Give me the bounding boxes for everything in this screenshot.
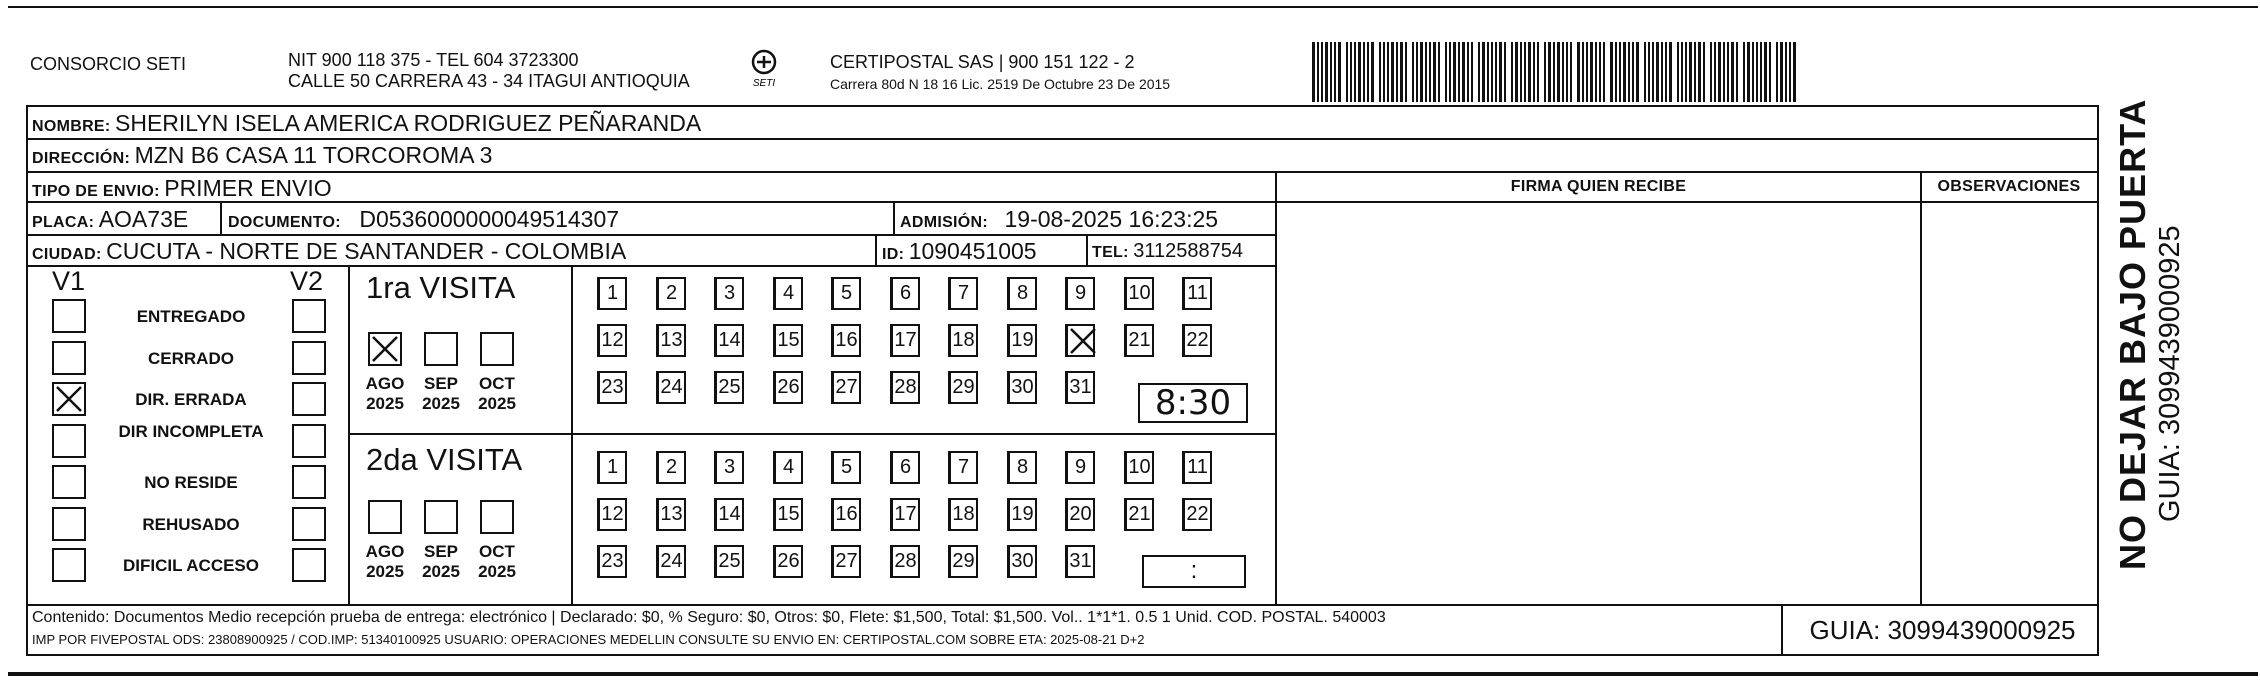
day-box[interactable]: 8 [1007,277,1037,310]
barcode-bar [1358,42,1361,102]
address-label: DIRECCIÓN: [32,150,131,167]
barcode-bar [1524,42,1526,102]
admission-row [900,206,1218,233]
v1-checkbox[interactable] [52,465,86,499]
plate-label: PLACA: [32,214,95,231]
barcode-bar [1710,42,1712,102]
v2-checkbox[interactable] [292,507,326,541]
day-box[interactable]: 4 [773,451,803,484]
v2-checkbox[interactable] [292,424,326,458]
month-year [358,374,412,414]
year-label: 2025 [366,562,404,581]
provider-line1: CERTIPOSTAL SAS | 900 151 122 - 2 [830,52,1135,72]
v1-checkbox[interactable] [52,341,86,375]
barcode-bar [1644,42,1646,102]
year-label: 2025 [478,394,516,413]
day-box[interactable]: 25 [714,371,744,404]
frame-left [26,105,28,655]
barcode-bar [1610,42,1613,102]
admission-value: 19-08-2025 16:23:25 [1004,206,1219,232]
bottom-border [8,672,2258,676]
barcode-bar [1714,42,1716,102]
barcode-bar [1338,42,1341,102]
visit-grid-divider [571,265,573,605]
month-label: SEP [423,542,459,561]
day-box[interactable]: 5 [831,277,861,310]
barcode-bar [1764,42,1767,102]
day-box[interactable]: 16 [831,498,861,531]
barcode-bar [1495,42,1497,102]
barcode-bar [1520,42,1522,102]
day-box[interactable]: 7 [948,451,978,484]
barcode-bar [1760,42,1762,102]
month-year [414,374,468,414]
footer-content: Contenido: Documentos Medio recepción prueba de entrega: electrónico | Declarado: $0, % Seguro: $0, Otros: $0, Flete: $1,500, Total: $1,500. Vol.. 1*1*1. 0.5 1 Unid. COD. POSTAL. 540003 [32,609,1386,626]
day-box[interactable]: 12 [597,498,627,531]
cell-divider [875,234,877,266]
v1-checkbox[interactable] [52,548,86,582]
status-option-label: NO RESIDE [144,473,238,492]
barcode-bar [1656,42,1659,102]
barcode-bar [1698,42,1701,102]
barcode-bar [1681,42,1683,102]
document-row [228,206,619,233]
day-box[interactable]: 18 [948,498,978,531]
name-label: NOMBRE: [32,118,111,135]
row-divider [26,201,2098,203]
barcode-bar [1379,42,1381,102]
seti-logo [730,48,798,92]
day-box[interactable]: 2 [656,451,686,484]
barcode-bar [1595,42,1597,102]
barcode-bar [1429,42,1431,102]
barcode-bar [1615,42,1617,102]
barcode-bar [1628,42,1630,102]
barcode-bar [1586,42,1588,102]
side-warning: NO DEJAR BAJO PUERTA [2112,98,2153,570]
visit1-title: 1ra VISITA [366,270,516,305]
plate-row [32,206,188,233]
day-box[interactable]: 19 [1007,498,1037,531]
barcode [1312,42,1820,102]
footer-divider [26,604,2098,606]
month-year [470,542,524,582]
seti-logo-icon [730,48,798,92]
barcode-bar [1599,42,1601,102]
month-year [358,542,412,582]
id-value: 1090451005 [908,238,1037,264]
row-divider [26,234,1276,236]
barcode-bar [1566,42,1568,102]
barcode-bar [1752,42,1754,102]
month-checkbox[interactable] [480,500,514,534]
side-guia: GUIA: 3099439000925 [2154,225,2186,522]
footer-guia-divider [1781,604,1783,654]
tel-label: TEL: [1092,244,1129,261]
day-box[interactable]: 21 [1124,324,1154,357]
day-box[interactable]: 6 [890,451,920,484]
signature-left-line [1275,171,1277,605]
barcode-bar [1703,42,1705,102]
month-label: SEP [423,374,459,393]
day-box[interactable]: 26 [773,545,803,578]
barcode-bar [1685,42,1687,102]
footer-imp: IMP POR FIVEPOSTAL ODS: 23808900925 / COD.IMP: 51340100925 USUARIO: OPERACIONES MEDELLIN CONSULTE SU ENVIO EN: CERTIPOSTAL.COM SOBRE ETA: 2025-08-21 D+2 [32,632,1145,647]
barcode-bar [1478,42,1480,102]
type-row [32,175,332,202]
barcode-bar [1548,42,1551,102]
day-box[interactable]: 11 [1182,277,1212,310]
status-option-label: ENTREGADO [136,307,246,326]
barcode-bar [1723,42,1725,102]
barcode-bar [1420,42,1423,102]
barcode-bar [1736,42,1738,102]
barcode-bar [1731,42,1734,102]
v2-checkbox[interactable] [292,548,326,582]
barcode-bar [1669,42,1672,102]
barcode-bar [1491,42,1493,102]
day-box[interactable]: 5 [831,451,861,484]
day-box[interactable]: 24 [656,371,686,404]
tel-value: 3112588754 [1133,240,1243,262]
barcode-bar [1785,42,1787,102]
day-box[interactable]: 22 [1182,324,1212,357]
x-mark-icon [370,334,400,364]
barcode-bar [1325,42,1328,102]
barcode-bar [1619,42,1621,102]
status-option-label: CERRADO [148,349,234,368]
barcode-bar [1603,42,1605,102]
barcode-bar [1330,42,1332,102]
barcode-bar [1405,42,1407,102]
day-box[interactable]: 8 [1007,451,1037,484]
status-option-label: DIFICIL ACCESO [122,556,259,575]
frame-bottom [26,654,2099,656]
barcode-bar [1562,42,1564,102]
barcode-bar [1467,42,1469,102]
barcode-bar [1528,42,1531,102]
v2-checkbox[interactable] [292,299,326,333]
day-box[interactable]: 14 [714,498,744,531]
barcode-bar [1400,42,1403,102]
day-box[interactable]: 6 [890,277,920,310]
visit1-time: 8:30 [1138,383,1248,423]
barcode-bar [1636,42,1639,102]
barcode-bar [1652,42,1654,102]
row-divider [26,138,2098,140]
day-box[interactable]: 28 [890,545,920,578]
city-row [32,238,626,265]
day-box[interactable]: 26 [773,371,803,404]
day-box[interactable]: 24 [656,545,686,578]
address-line: CALLE 50 CARRERA 43 - 34 ITAGUI ANTIOQUIA [288,71,690,91]
visit-divider [348,433,1276,435]
id-label: ID: [882,246,905,263]
barcode-bar [1391,42,1394,102]
barcode-bar [1367,42,1369,102]
name-row [32,110,701,137]
day-box[interactable]: 30 [1007,371,1037,404]
day-box[interactable]: 13 [656,498,686,531]
document-label: DOCUMENTO: [228,214,341,231]
barcode-bar [1769,42,1771,102]
barcode-bar [1515,42,1518,102]
year-label: 2025 [366,394,404,413]
month-label: OCT [479,542,515,561]
day-box[interactable]: 23 [597,371,627,404]
day-box[interactable]: 20 [1065,498,1095,531]
shipment-type: PRIMER ENVIO [164,175,332,201]
day-box[interactable]: 1 [597,451,627,484]
frame-top [26,105,2098,107]
day-box[interactable] [1065,324,1095,357]
address-row [32,142,492,169]
barcode-bar [1387,42,1389,102]
row-divider [26,265,1276,267]
visit2-title: 2da VISITA [366,442,523,477]
day-box[interactable]: 4 [773,277,803,310]
barcode-bar [1350,42,1352,102]
observations-left-line [1920,171,1922,605]
month-checkbox[interactable] [424,500,458,534]
barcode-bar [1425,42,1427,102]
v1-label: V1 [52,266,86,296]
barcode-bar [1487,42,1489,102]
barcode-bar [1499,42,1502,102]
barcode-bar [1445,42,1447,102]
row-divider [26,171,2098,173]
recipient-name: SHERILYN ISELA AMERICA RODRIGUEZ PEÑARANDA [115,110,702,136]
day-box[interactable]: 27 [831,371,861,404]
month-label: OCT [479,374,515,393]
day-box[interactable]: 12 [597,324,627,357]
v1-checkbox[interactable] [52,507,86,541]
day-box[interactable]: 14 [714,324,744,357]
logo-text: SETI [752,78,776,89]
day-box[interactable]: 9 [1065,451,1095,484]
city-value: CUCUTA - NORTE DE SANTANDER - COLOMBIA [106,238,627,264]
barcode-bar [1756,42,1758,102]
barcode-bar [1665,42,1667,102]
barcode-bar [1396,42,1398,102]
top-border [8,6,2258,8]
day-box[interactable]: 15 [773,498,803,531]
day-box[interactable]: 28 [890,371,920,404]
day-box[interactable]: 30 [1007,545,1037,578]
month-label: AGO [365,374,405,393]
day-box[interactable]: 18 [948,324,978,357]
barcode-bar [1511,42,1513,102]
month-checkbox[interactable] [480,332,514,366]
visit2-time: : [1142,555,1246,588]
barcode-bar [1354,42,1356,102]
day-box[interactable]: 29 [948,545,978,578]
day-box[interactable]: 2 [656,277,686,310]
signature-header: FIRMA QUIEN RECIBE [1510,178,1687,195]
barcode-bar [1623,42,1626,102]
recipient-address: MZN B6 CASA 11 TORCOROMA 3 [134,142,493,168]
barcode-bar [1453,42,1456,102]
barcode-bar [1482,42,1485,102]
status-option-label: DIR INCOMPLETA [118,422,264,441]
day-box[interactable]: 11 [1182,451,1212,484]
type-label: TIPO DE ENVIO: [32,183,160,200]
barcode-bar [1537,42,1539,102]
barcode-bar [1718,42,1721,102]
v1-checkbox[interactable] [52,382,86,416]
tel-row [1092,240,1243,263]
day-box[interactable]: 25 [714,545,744,578]
barcode-bar [1312,42,1315,102]
barcode-bar [1776,42,1778,102]
month-checkbox[interactable] [368,332,402,366]
barcode-bar [1677,42,1679,102]
day-box[interactable]: 29 [948,371,978,404]
barcode-bar [1462,42,1465,102]
month-year [470,374,524,414]
cell-divider [1086,234,1088,266]
day-box[interactable]: 1 [597,277,627,310]
barcode-bar [1648,42,1650,102]
year-label: 2025 [422,394,460,413]
barcode-bar [1743,42,1745,102]
day-box[interactable]: 10 [1124,277,1154,310]
barcode-bar [1412,42,1414,102]
status-option-label: DIR. ERRADA [135,390,247,409]
day-box[interactable]: 19 [1007,324,1037,357]
admission-label: ADMISIÓN: [900,214,989,231]
day-box[interactable]: 9 [1065,277,1095,310]
barcode-bar [1689,42,1692,102]
barcode-bar [1449,42,1451,102]
barcode-bar [1793,42,1796,102]
day-box[interactable]: 3 [714,277,744,310]
month-label: AGO [365,542,405,561]
v2-checkbox[interactable] [292,465,326,499]
barcode-bar [1383,42,1385,102]
barcode-bar [1471,42,1473,102]
x-mark-icon [1068,326,1098,356]
barcode-bar [1789,42,1791,102]
day-box[interactable]: 7 [948,277,978,310]
document-value: D0536000000049514307 [359,206,620,232]
barcode-bar [1582,42,1584,102]
barcode-bar [1544,42,1546,102]
barcode-bar [1747,42,1750,102]
barcode-bar [1780,42,1783,102]
barcode-bar [1632,42,1634,102]
barcode-bar [1458,42,1460,102]
day-box[interactable]: 23 [597,545,627,578]
barcode-bar [1371,42,1374,102]
barcode-bar [1416,42,1418,102]
barcode-bar [1346,42,1348,102]
cell-divider [220,201,222,235]
day-box[interactable]: 22 [1182,498,1212,531]
barcode-bar [1533,42,1535,102]
day-box[interactable]: 10 [1124,451,1154,484]
day-box[interactable]: 13 [656,324,686,357]
v2-label: V2 [290,266,324,296]
v1-checkbox[interactable] [52,424,86,458]
company-name: CONSORCIO SETI [30,54,187,74]
nit-line: NIT 900 118 375 - TEL 604 3723300 [288,50,579,70]
barcode-bar [1321,42,1323,102]
barcode-bar [1694,42,1696,102]
barcode-bar [1363,42,1365,102]
barcode-bar [1438,42,1440,102]
frame-right [2097,105,2099,655]
v2-checkbox[interactable] [292,341,326,375]
status-option-label: REHUSADO [142,515,240,534]
year-label: 2025 [422,562,460,581]
city-label: CIUDAD: [32,246,102,263]
day-box[interactable]: 15 [773,324,803,357]
day-box[interactable]: 3 [714,451,744,484]
day-box[interactable]: 27 [831,545,861,578]
provider-line2: Carrera 80d N 18 16 Lic. 2519 De Octubre 23 De 2015 [830,76,1171,92]
barcode-bar [1727,42,1729,102]
barcode-bar [1557,42,1560,102]
barcode-bar [1577,42,1580,102]
barcode-bar [1661,42,1663,102]
barcode-bar [1553,42,1555,102]
month-checkbox[interactable] [424,332,458,366]
footer-guia: GUIA: 3099439000925 [1809,615,2076,645]
day-box[interactable]: 31 [1065,371,1095,404]
barcode-bar [1317,42,1319,102]
day-box[interactable]: 21 [1124,498,1154,531]
day-box[interactable]: 17 [890,498,920,531]
barcode-bar [1504,42,1506,102]
barcode-bar [1334,42,1336,102]
cell-divider [893,201,895,235]
status-divider [348,265,350,605]
v1-checkbox[interactable] [52,299,86,333]
x-mark-icon [54,384,84,414]
day-box[interactable]: 16 [831,324,861,357]
barcode-bar [1590,42,1593,102]
month-checkbox[interactable] [368,500,402,534]
barcode-bar [1433,42,1436,102]
day-box[interactable]: 17 [890,324,920,357]
v2-checkbox[interactable] [292,382,326,416]
plate-value: AOA73E [98,206,189,232]
day-box[interactable]: 31 [1065,545,1095,578]
month-year [414,542,468,582]
observations-header: OBSERVACIONES [1937,178,2081,195]
barcode-bar [1570,42,1572,102]
id-row [882,238,1037,265]
year-label: 2025 [478,562,516,581]
